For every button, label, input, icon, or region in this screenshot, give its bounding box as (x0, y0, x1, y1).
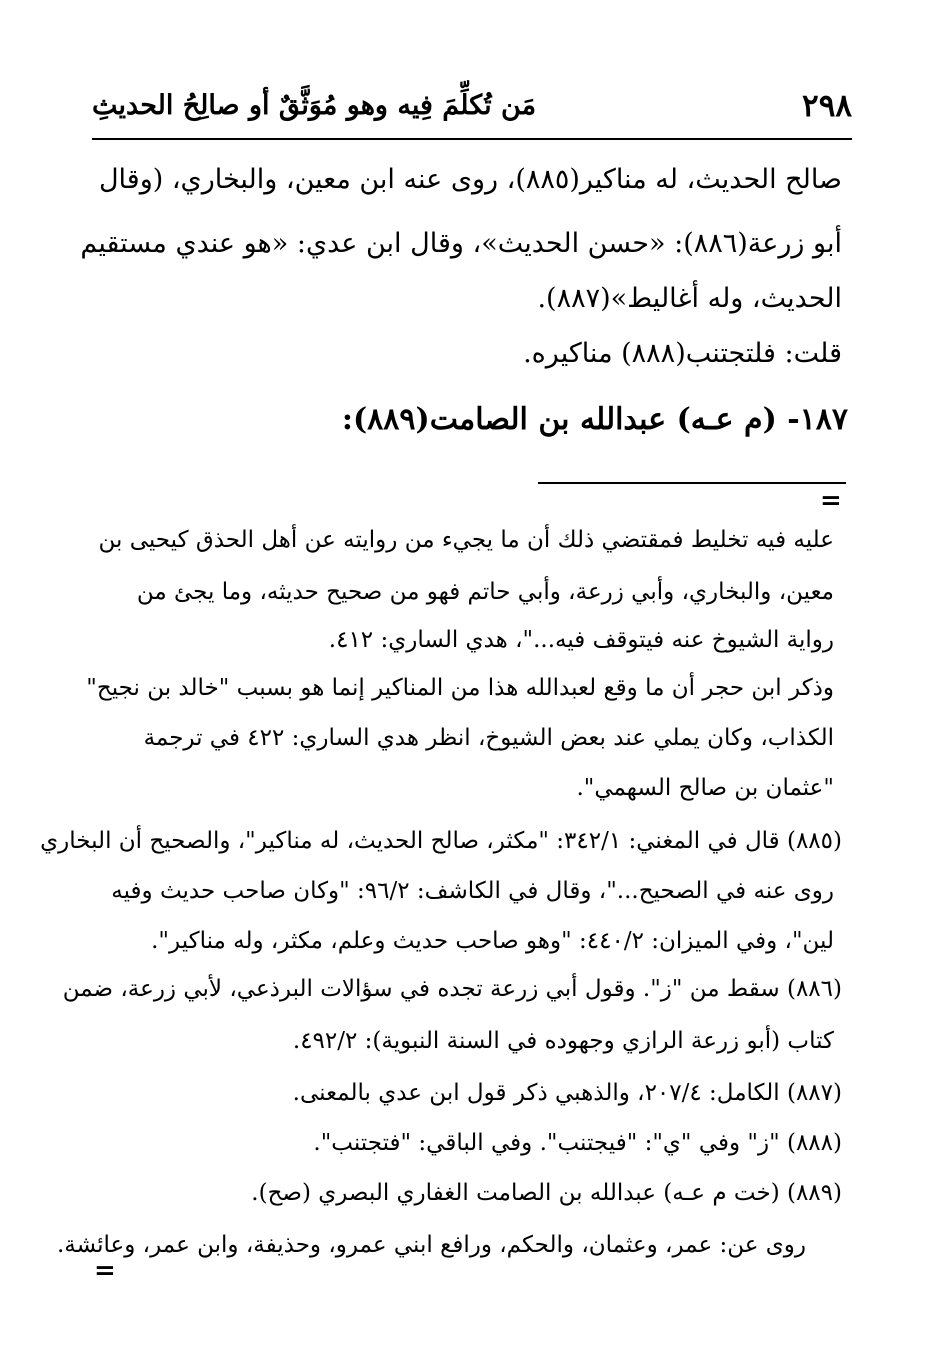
continued-note-line: رواية الشيوخ عنه فيتوقف فيه..."، هدي الساري: ٤١٢. (328, 627, 834, 653)
header-rule (92, 138, 852, 140)
body-line-3: الحديث، وله أغاليط»(٨٨٧). (537, 283, 842, 314)
running-header (92, 86, 852, 134)
body-line-2: أبو زرعة(٨٨٦): «حسن الحديث»، وقال ابن عدي: «هو عندي مستقيم (80, 228, 842, 259)
footnote-886: (٨٨٦) سقط من "ز". وقول أبي زرعة تجده في سؤالات البرذعي، لأبي زرعة، ضمن (62, 976, 842, 1002)
continuation-mark: = (820, 486, 842, 516)
footnote-886-cont: كتاب (أبو زرعة الرازي وجهوده في السنة النبوية): ٤٩٢/٢. (292, 1028, 834, 1054)
footnote-887: (٨٨٧) الكامل: ٢٠٧/٤، والذهبي ذكر قول ابن عدي بالمعنى. (292, 1080, 842, 1106)
footnote-885-cont: لين"، وفي الميزان: ٤٤٠/٢: "وهو صاحب حديث وعلم، مكثر، وله مناكير". (151, 928, 834, 954)
continued-note-line: عليه فيه تخليط فمقتضي ذلك أن ما يجيء من روايته عن أهل الحذق كيحيى بن (98, 527, 834, 553)
footnote-888: (٨٨٨) "ز" وفي "ي": "فيجتنب". وفي الباقي: "فتجتنب". (313, 1130, 842, 1156)
footnote-885: (٨٨٥) قال في المغني: ٣٤٢/١: "مكثر، صالح الحديث، له مناكير"، والصحيح أن البخاري (40, 828, 842, 854)
footnote-separator (538, 482, 846, 484)
running-title: مَن تُكلِّمَ فِيه وهو مُوَثَّقٌ أو صالِحُ الحديثِ (92, 90, 537, 121)
narrators-line: روى عن: عمر، وعثمان، والحكم، ورافع ابني عمرو، وحذيفة، وابن عمر، وعائشة. (56, 1232, 806, 1258)
footnote-889: (٨٨٩) (خت م عـه) عبدالله بن الصامت الغفاري البصري (صح). (251, 1180, 842, 1206)
continued-note-line: "عثمان بن صالح السهمي". (576, 775, 834, 801)
continued-note-line: معين، والبخاري، وأبي زرعة، وأبي حاتم فهو من صحيح حديثه، وما يجئ من (136, 579, 834, 605)
bottom-continuation-mark: = (94, 1256, 116, 1286)
continued-note-line: الكذاب، وكان يملي عند بعض الشيوخ، انظر هدي الساري: ٤٢٢ في ترجمة (143, 725, 834, 751)
entry-heading: ١٨٧- (م عـه) عبدالله بن الصامت(٨٨٩): (341, 402, 848, 437)
page-number: ٢٩٨ (802, 88, 852, 124)
body-line-4: قلت: فلتجتنب(٨٨٨) مناكيره. (523, 338, 842, 369)
footnote-885-cont: روى عنه في الصحيح..."، وقال في الكاشف: ٩٦/٢: "وكان صاحب حديث وفيه (111, 878, 834, 904)
body-line-1: صالح الحديث، له مناكير(٨٨٥)، روى عنه ابن معين، والبخاري، (وقال (98, 164, 842, 195)
continued-note-line: وذكر ابن حجر أن ما وقع لعبدالله هذا من المناكير إنما هو بسبب "خالد بن نجيح" (86, 675, 834, 701)
